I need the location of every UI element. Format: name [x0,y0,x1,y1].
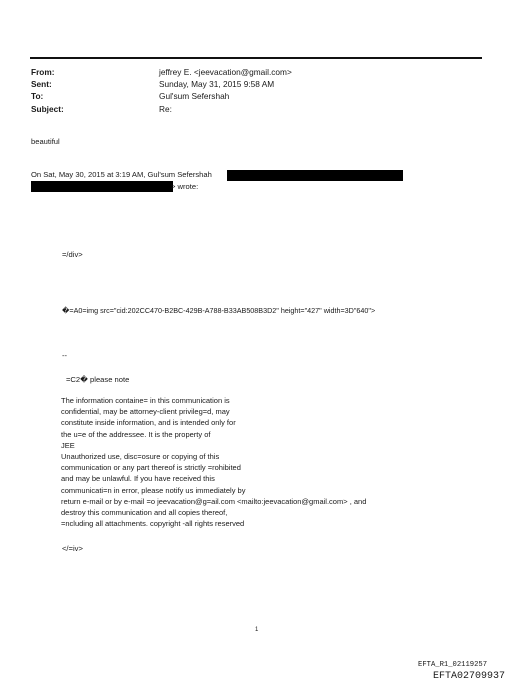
to-value: Gul'sum Sefershah [159,91,230,102]
email-header [31,66,292,115]
sent-label: Sent: [31,79,52,90]
img-tag-line: �=A0=img src="cid:202CC470-B2BC-429B-A788-B33AB508B3D2" height="427" width=3D"640"> [62,306,376,315]
disclaimer-line: the u=e of the addressee. It is the property of [61,429,211,439]
from-label: From: [31,67,55,77]
disclaimer-line: confidential, may be attorney-client privileg=d, may [61,407,230,417]
to-label: To: [31,91,44,102]
disclaimer-line: destroy this communication and all copies thereof, [61,508,228,518]
greeting-text: beautiful [31,137,60,146]
please-note-line: =C2� please note [66,375,130,384]
page-number: 1 [255,627,259,633]
div-close-tag: =/div> [62,250,83,259]
header-rule [30,57,482,59]
disclaimer-line: Unauthorized use, disc=osure or copying of this [61,452,220,462]
redaction-bar [227,170,403,181]
subject-row [31,103,292,115]
dashes: -- [62,351,68,360]
quote-line-1: On Sat, May 30, 2015 at 3:19 AM, Gul'sum Sefershah [31,170,212,179]
quote-line-2: > wrote: [171,182,199,191]
disclaimer-line: The information containe= in this communication is [61,396,230,405]
disclaimer-line: communicati=n in error, please notify us immediately by [61,485,246,495]
disclaimer-line: return e-mail or by e-mail =o jeevacation@g=ail.com <mailto:jeevacation@gmail.com> , and [61,496,367,506]
redaction-bar [31,181,173,192]
disclaimer-line: communication or any part thereof is strictly =rohibited [61,463,241,473]
disclaimer-line: JEE [61,440,75,450]
subject-label: Subject: [31,103,64,114]
from-value: jeffrey E. <jeevacation@gmail.com> [159,67,292,77]
bates-number-large: EFTA02709937 [433,671,506,682]
from-row [31,66,292,78]
subject-value: Re: [159,103,172,114]
sent-value: Sunday, May 31, 2015 9:58 AM [159,79,275,90]
disclaimer-line: and may be unlawful. If you have received this [61,474,215,484]
sent-row [31,78,292,90]
to-row [31,90,292,102]
disclaimer-block [61,395,366,529]
bates-number-small: EFTA_R1_02119257 [418,661,488,669]
disclaimer-line: constitute inside information, and is intended only for [61,418,236,428]
iv-close-tag: </=iv> [62,544,83,553]
disclaimer-line: =ncluding all attachments. copyright -all rights reserved [61,519,245,529]
